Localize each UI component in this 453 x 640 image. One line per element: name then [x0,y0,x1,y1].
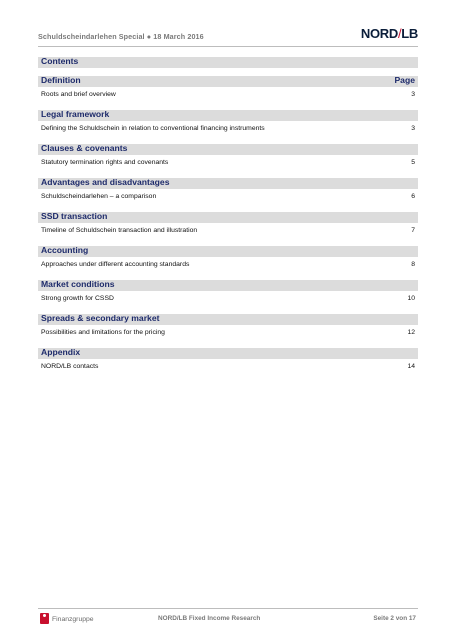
toc-section-title: Market conditions [41,279,115,289]
toc-entry-text: Roots and brief overview [41,91,116,98]
contents-heading-bar [38,57,418,68]
toc-entry[interactable] [38,89,418,102]
toc-section-heading [38,280,418,291]
toc-entry-text: Possibilities and limitations for the pricing [41,329,165,336]
toc-section-heading [38,76,418,87]
toc-entry[interactable] [38,259,418,272]
toc-entry-page: 10 [407,295,415,302]
toc-section-title: Definition [41,75,81,85]
footer-research-label: NORD/LB Fixed Income Research [158,615,261,622]
header-divider [38,46,418,47]
toc-section-heading [38,348,418,359]
toc-section-heading [38,178,418,189]
footer-divider [38,608,418,609]
toc-section-title: Appendix [41,347,81,357]
toc-entry[interactable] [38,293,418,306]
page-footer [38,608,418,628]
toc-entry-text: Defining the Schuldschein in relation to conventional financing instruments [41,125,265,132]
toc-entry-text: Strong growth for CSSD [41,295,114,302]
toc-section-heading [38,110,418,121]
header-title: Schuldscheindarlehen Special ● 18 March 2016 [38,32,204,41]
logo-slash: / [397,26,402,41]
finanzgruppe-label: Finanzgruppe [52,616,94,623]
toc-entry-text: NORD/LB contacts [41,363,99,370]
toc-section-title: Legal framework [41,109,110,119]
toc-entry-page: 3 [411,125,415,132]
toc-entry-text: Timeline of Schuldschein transaction and illustration [41,227,198,234]
toc-entry[interactable] [38,361,418,374]
toc-entry[interactable] [38,157,418,170]
logo-suffix: LB [401,26,418,41]
toc-section-heading [38,314,418,325]
nordlb-logo [361,26,418,41]
toc-entry-page: 8 [411,261,415,268]
sparkasse-s-icon [40,613,49,624]
toc-section-title: Advantages and disadvantages [41,177,170,187]
toc-entry-page: 7 [411,227,415,234]
contents-heading: Contents [41,56,79,66]
toc-entry-page: 12 [407,329,415,336]
toc-entry[interactable] [38,225,418,238]
toc-section-title: Clauses & covenants [41,143,128,153]
toc-entry-page: 3 [411,91,415,98]
page-number: Seite 2 von 17 [373,615,416,622]
toc-section-heading [38,212,418,223]
toc-entry[interactable] [38,191,418,204]
toc-entry-page: 6 [411,193,415,200]
logo-main: NORD [360,26,398,41]
toc-entry-text: Schuldscheindarlehen – a comparison [41,193,157,200]
toc-entry-text: Approaches under different accounting standards [41,261,190,268]
toc-section-title: Accounting [41,245,89,255]
table-of-contents [38,57,418,374]
toc-entry-text: Statutory termination rights and covenants [41,159,169,166]
toc-entry[interactable] [38,327,418,340]
toc-section-title: SSD transaction [41,211,108,221]
page-header [38,26,418,46]
toc-section-heading [38,144,418,155]
toc-entry-page: 5 [411,159,415,166]
page-column-label: Page [394,75,415,85]
toc-entry-page: 14 [407,363,415,370]
toc-section-title: Spreads & secondary market [41,313,160,323]
toc-entry[interactable] [38,123,418,136]
toc-section-heading [38,246,418,257]
